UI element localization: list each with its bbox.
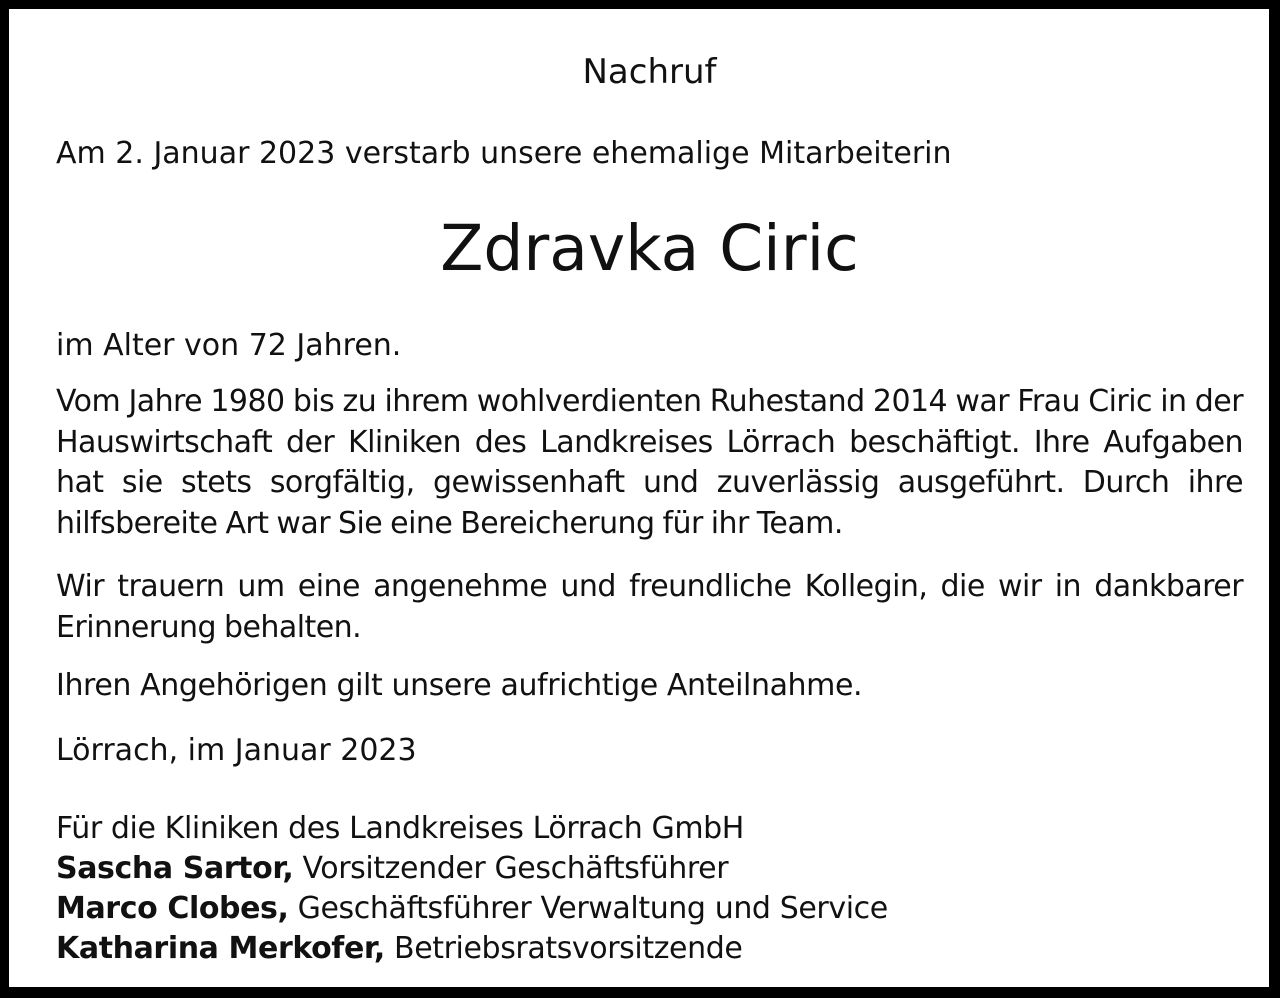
signatory-role: Vorsitzender Geschäftsführer	[293, 851, 729, 886]
mourning-paragraph: Wir trauern um eine angenehme und freundliche Kollegin, die wir in dankbarer Erinnerung behalten.	[56, 569, 1243, 645]
signatory-line	[56, 849, 1243, 889]
condolence-line: Ihren Angehörigen gilt unsere aufrichtige Anteilnahme.	[56, 668, 863, 703]
signatory-line	[56, 889, 1243, 929]
deceased-name: Zdravka Ciric	[440, 212, 859, 285]
signatory-role: Geschäftsführer Verwaltung und Service	[288, 891, 888, 926]
organization-line: Für die Kliniken des Landkreises Lörrach GmbH	[56, 811, 744, 846]
signatory-line	[56, 929, 1243, 969]
intro-line: Am 2. Januar 2023 verstarb unsere ehemalige Mitarbeiterin	[56, 136, 952, 171]
signatory-name: Sascha Sartor,	[56, 851, 294, 886]
signature-block	[56, 809, 1243, 969]
age-line: im Alter von 72 Jahren.	[56, 328, 402, 363]
signatory-name: Marco Clobes,	[56, 891, 289, 926]
signatory-name: Katharina Merkofer,	[56, 931, 385, 966]
place-date-line: Lörrach, im Januar 2023	[56, 733, 417, 768]
signatory-role: Betriebsratsvorsitzende	[384, 931, 743, 966]
notice-heading: Nachruf	[582, 52, 717, 92]
career-paragraph: Vom Jahre 1980 bis zu ihrem wohlverdienten Ruhestand 2014 war Frau Ciric in der Hauswirtschaft der Kliniken des Landkreises Lörrach beschäftigt. Ihre Aufgaben hat sie stets sorgfältig, gewissenhaft und zuverlässig ausgeführt. Durch ihre hilfsbereite Art war Sie eine Bereicherung für ihr Team.	[56, 384, 1243, 541]
